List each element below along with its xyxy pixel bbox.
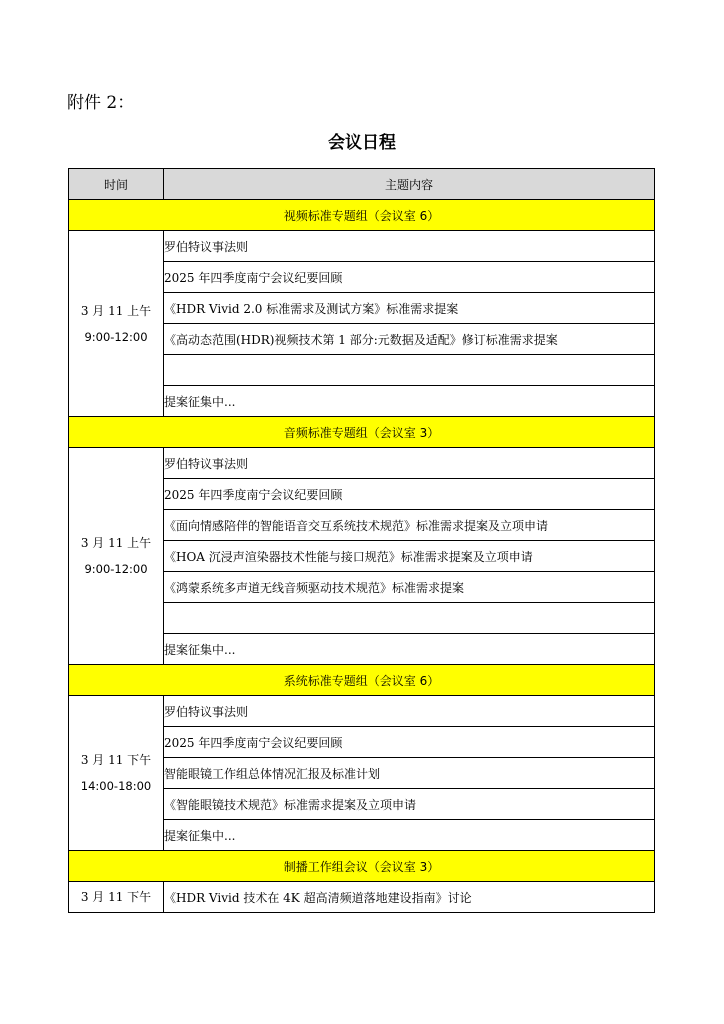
agenda-item: 2025 年四季度南宁会议纪要回顾 <box>164 727 655 758</box>
agenda-item: 《HDR Vivid 2.0 标准需求及测试方案》标准需求提案 <box>164 293 655 324</box>
group-row <box>69 851 655 882</box>
agenda-item <box>164 603 655 634</box>
time-range: 9:00-12:00 <box>84 562 148 576</box>
time-date: 3 月 11 上午 <box>80 536 152 550</box>
group-row <box>69 200 655 231</box>
group-row <box>69 417 655 448</box>
agenda-item: 《鸿蒙系统多声道无线音频驱动技术规范》标准需求提案 <box>164 572 655 603</box>
agenda-item: 智能眼镜工作组总体情况汇报及标准计划 <box>164 758 655 789</box>
schedule-body <box>69 200 655 913</box>
group-title: 视频标准专题组（会议室 6） <box>69 200 655 231</box>
group-title: 系统标准专题组（会议室 6） <box>69 665 655 696</box>
agenda-row <box>69 231 655 262</box>
time-cell <box>69 696 164 851</box>
time-date: 3 月 11 下午 <box>80 890 152 904</box>
agenda-item: 提案征集中... <box>164 386 655 417</box>
agenda-row <box>69 696 655 727</box>
agenda-row <box>69 448 655 479</box>
time-cell <box>69 231 164 417</box>
header-time: 时间 <box>69 169 164 200</box>
time-range: 9:00-12:00 <box>84 329 148 344</box>
group-row <box>69 665 655 696</box>
agenda-item: 提案征集中... <box>164 634 655 665</box>
agenda-item: 《HDR Vivid 技术在 4K 超高清频道落地建设指南》讨论 <box>164 882 655 913</box>
agenda-item: 《智能眼镜技术规范》标准需求提案及立项申请 <box>164 789 655 820</box>
agenda-item: 2025 年四季度南宁会议纪要回顾 <box>164 262 655 293</box>
time-cell <box>69 882 164 913</box>
time-cell <box>69 448 164 665</box>
agenda-item: 《HOA 沉浸声渲染器技术性能与接口规范》标准需求提案及立项申请 <box>164 541 655 572</box>
agenda-item: 《面向情感陪伴的智能语音交互系统技术规范》标准需求提案及立项申请 <box>164 510 655 541</box>
table-header-row <box>69 169 655 200</box>
time-date: 3 月 11 下午 <box>80 753 152 767</box>
agenda-item: 罗伯特议事法则 <box>164 231 655 262</box>
attachment-label: 附件 2： <box>67 93 135 113</box>
agenda-item: 罗伯特议事法则 <box>164 448 655 479</box>
agenda-item: 罗伯特议事法则 <box>164 696 655 727</box>
agenda-item: 提案征集中... <box>164 820 655 851</box>
agenda-item <box>164 355 655 386</box>
agenda-item: 2025 年四季度南宁会议纪要回顾 <box>164 479 655 510</box>
time-date: 3 月 11 上午 <box>80 303 152 318</box>
group-title: 制播工作组会议（会议室 3） <box>69 851 655 882</box>
schedule-table <box>68 168 655 913</box>
header-content: 主题内容 <box>164 169 655 200</box>
agenda-row <box>69 882 655 913</box>
agenda-item: 《高动态范围(HDR)视频技术第 1 部分:元数据及适配》修订标准需求提案 <box>164 324 655 355</box>
time-range: 14:00-18:00 <box>80 779 152 793</box>
page-title: 会议日程 <box>328 133 396 153</box>
group-title: 音频标准专题组（会议室 3） <box>69 417 655 448</box>
